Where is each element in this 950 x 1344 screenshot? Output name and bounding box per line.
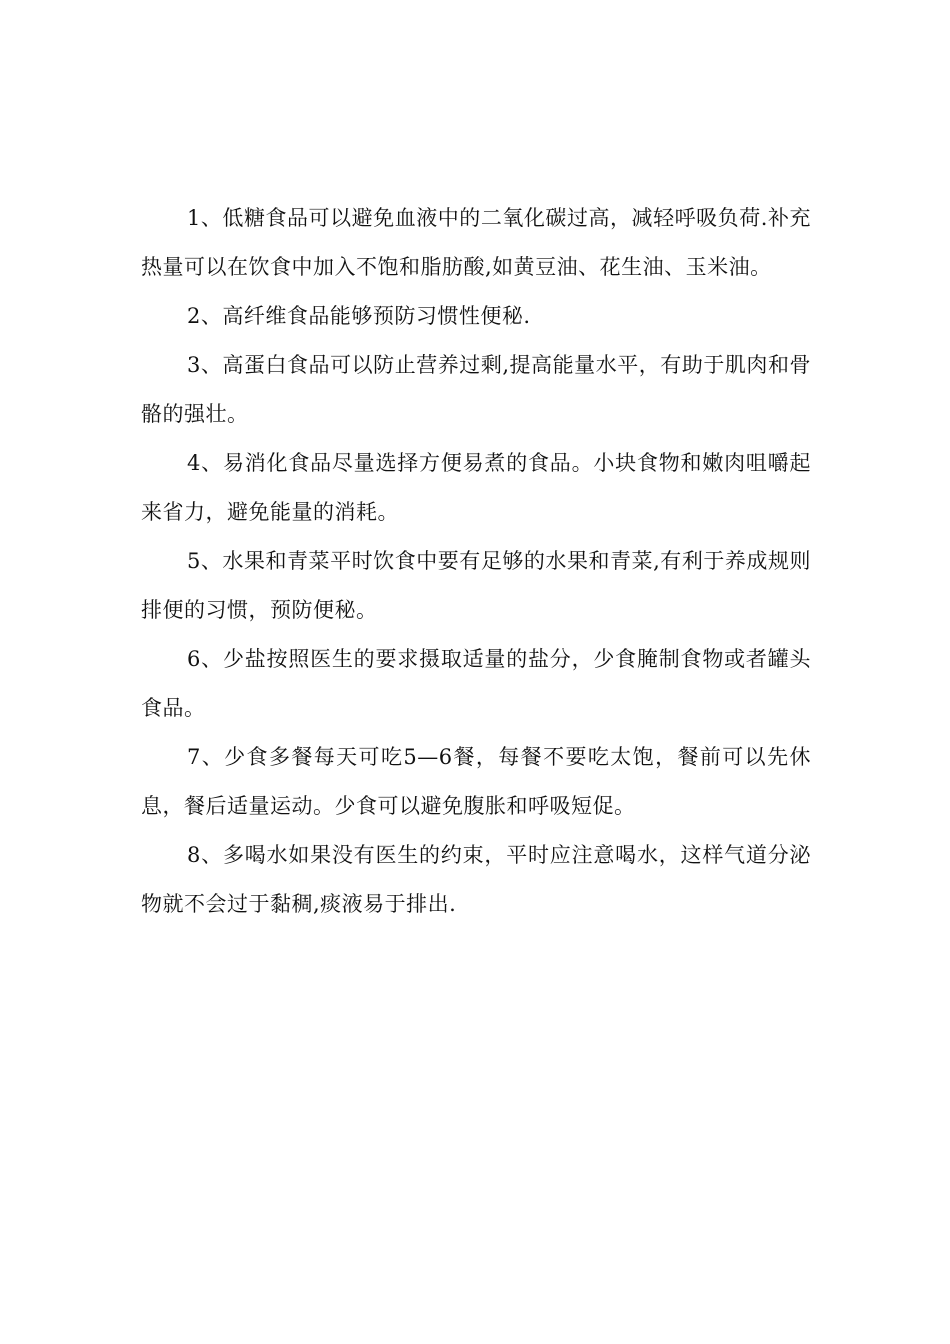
paragraph-5: 5、水果和青菜平时饮食中要有足够的水果和青菜,有利于养成规则排便的习惯，预防便秘。 bbox=[141, 549, 811, 622]
paragraph-2: 2、高纤维食品能够预防习惯性便秘. bbox=[187, 304, 531, 328]
paragraph-6: 6、少盐按照医生的要求摄取适量的盐分，少食腌制食物或者罐头食品。 bbox=[141, 647, 811, 720]
paragraph-4: 4、易消化食品尽量选择方便易煮的食品。小块食物和嫩肉咀嚼起来省力，避免能量的消耗。 bbox=[141, 451, 811, 524]
paragraph-1: 1、低糖食品可以避免血液中的二氧化碳过高，减轻呼吸负荷.补充热量可以在饮食中加入不饱和脂肪酸,如黄豆油、花生油、玉米油。 bbox=[141, 206, 811, 279]
paragraph-7: 7、少食多餐每天可吃5—6餐，每餐不要吃太饱，餐前可以先休息，餐后适量运动。少食可以避免腹胀和呼吸短促。 bbox=[141, 745, 811, 818]
paragraph-8: 8、多喝水如果没有医生的约束，平时应注意喝水，这样气道分泌物就不会过于黏稠,痰液易于排出. bbox=[141, 843, 811, 916]
paragraph-3: 3、高蛋白食品可以防止营养过剩,提高能量水平，有助于肌肉和骨骼的强壮。 bbox=[141, 353, 811, 426]
document-body bbox=[141, 194, 811, 929]
